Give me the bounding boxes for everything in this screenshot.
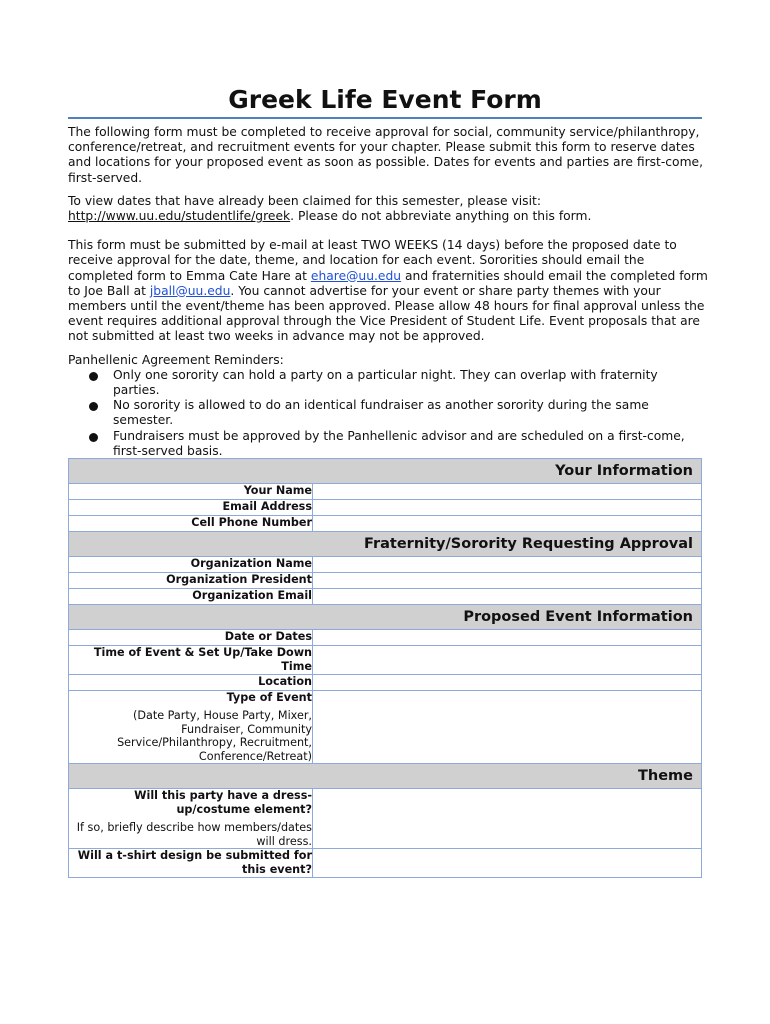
event-dates-field[interactable] — [313, 630, 702, 646]
organization-email-field[interactable] — [313, 589, 702, 605]
jball-email-link[interactable]: jball@uu.edu — [149, 283, 231, 298]
event-location-field[interactable] — [313, 675, 702, 691]
form-row-org-email — [69, 589, 702, 605]
title-divider — [68, 117, 702, 119]
intro-p3-a: This form must be submitted by e-mail at least TWO WEEKS (14 days) before the proposed date to receive approval for the date, theme, and location for each event. Sororities should email the completed form to Emma Cate Hare at — [68, 238, 677, 283]
field-label: Organization President — [69, 573, 313, 589]
costume-description-field[interactable] — [313, 789, 702, 849]
event-time-field[interactable] — [313, 646, 702, 675]
cell-phone-field[interactable] — [313, 516, 702, 532]
form-row-phone — [69, 516, 702, 532]
form-row-tshirt — [69, 849, 702, 878]
field-label: Location — [69, 675, 313, 691]
form-row-org-president — [69, 573, 702, 589]
ehare-email-link[interactable]: ehare@uu.edu — [310, 268, 402, 283]
page-title: Greek Life Event Form — [228, 85, 542, 114]
organization-president-field[interactable] — [313, 573, 702, 589]
reminder-text: Only one sorority can hold a party on a particular night. They can overlap with fraternity parties. — [113, 367, 658, 398]
intro-paragraph-1: The following form must be completed to receive approval for social, community service/philanthropy, conference/retreat, and recruitment events for your chapter. Please submit this form to reserve dates and locations for your proposed event as soon as possible. Dates for events and parties are first-come, first-served. — [68, 125, 704, 185]
field-label: Email Address — [69, 500, 313, 516]
reminder-text: No sorority is allowed to do an identical fundraiser as another sorority during the same semester. — [113, 398, 649, 428]
bullet-icon — [89, 372, 98, 381]
section-event-information — [69, 605, 702, 630]
section-header: Theme — [69, 764, 702, 789]
section-header: Proposed Event Information — [69, 605, 702, 630]
reminder-text: Fundraisers must be approved by the Panhellenic advisor and are scheduled on a first-come, first-served basis. — [113, 428, 685, 458]
tshirt-design-field[interactable] — [313, 849, 702, 878]
event-form-table — [68, 458, 702, 878]
form-row-dates — [69, 630, 702, 646]
email-address-field[interactable] — [313, 500, 702, 516]
section-header: Your Information — [69, 459, 702, 484]
form-row-location — [69, 675, 702, 691]
field-label — [69, 789, 313, 849]
form-row-your-name — [69, 484, 702, 500]
field-label: Cell Phone Number — [69, 516, 313, 532]
reminders-list — [68, 368, 708, 459]
section-your-information — [69, 459, 702, 484]
field-label — [69, 691, 313, 764]
type-of-event-label: Type of Event — [226, 691, 312, 704]
intro-p2-after: . Please do not abbreviate anything on this form. — [290, 209, 592, 224]
field-label: Will a t-shirt design be submitted for this event? — [69, 849, 313, 878]
form-row-org-name — [69, 557, 702, 573]
costume-question-note: If so, briefly describe how members/dates will dress. — [76, 821, 312, 848]
intro-p2-text: To view dates that have already been claimed for this semester, please visit: — [68, 193, 541, 208]
intro-paragraph-3 — [68, 238, 708, 344]
reminder-item — [68, 368, 708, 398]
bullet-icon — [89, 433, 98, 442]
organization-name-field[interactable] — [313, 557, 702, 573]
intro-p3-b: and fraternities should email the completed form to Joe Ball at — [68, 268, 708, 298]
form-row-email — [69, 500, 702, 516]
section-theme — [69, 764, 702, 789]
field-label: Date or Dates — [69, 630, 313, 646]
reminders-heading: Panhellenic Agreement Reminders: — [68, 352, 284, 367]
field-label: Organization Name — [69, 557, 313, 573]
intro-paragraph-2 — [68, 194, 708, 224]
intro-text — [68, 125, 708, 459]
form-row-costume — [69, 789, 702, 849]
reminder-item — [68, 398, 708, 428]
section-organization — [69, 532, 702, 557]
reminder-item — [68, 429, 708, 459]
field-label: Organization Email — [69, 589, 313, 605]
bullet-icon — [89, 402, 98, 411]
section-header: Fraternity/Sorority Requesting Approval — [69, 532, 702, 557]
field-label: Your Name — [69, 484, 313, 500]
costume-question-label: Will this party have a dress-up/costume element? — [134, 789, 312, 816]
field-label: Time of Event & Set Up/Take Down Time — [69, 646, 313, 675]
your-name-field[interactable] — [313, 484, 702, 500]
form-row-type — [69, 691, 702, 764]
intro-p3-c: . You cannot advertise for your event or share party themes with your members until the event/theme has been approved. Please allow 48 hours for final approval unless the event requires additional approval through the Vice President of Student Life. Event proposals that are not submitted at least two weeks in advance may not be approved. — [68, 283, 705, 344]
event-type-field[interactable] — [313, 691, 702, 764]
greek-life-link[interactable]: http://www.uu.edu/studentlife/greek — [68, 209, 291, 224]
form-row-time — [69, 646, 702, 675]
type-of-event-note: (Date Party, House Party, Mixer, Fundraiser, Community Service/Philanthropy, Recruitment, Conference/Retreat) — [117, 709, 312, 763]
